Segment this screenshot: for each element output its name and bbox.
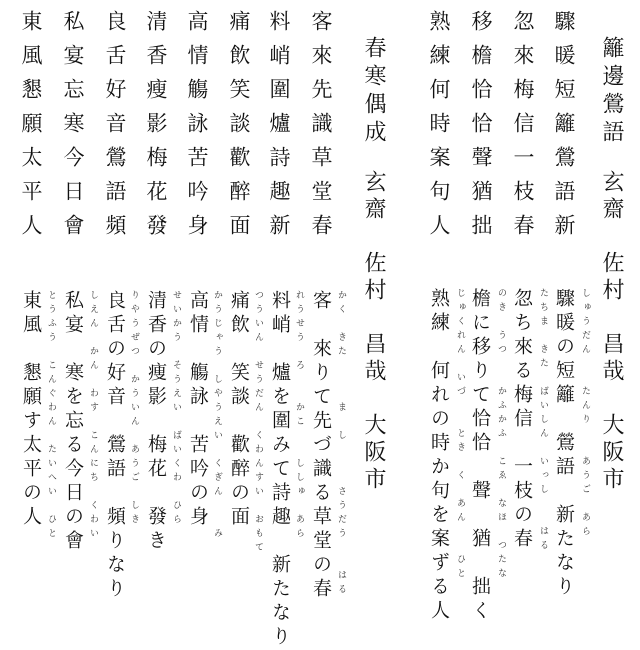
poem1-author: 玄齋 佐村 昌哉 大阪市 <box>599 170 624 494</box>
poem2-ruby-6: りやうぜつ かういん あうご しき <box>129 290 139 528</box>
poem1-kundoku-line-3: 檐に移りて恰恰 聲 猶 拙く <box>469 288 491 624</box>
poem1-kanshi-line-3: 移檐恰恰聲猶拙 <box>469 10 493 248</box>
poem2-ruby-1: かく きた ま し さうだう はる <box>336 290 346 598</box>
poem1-ruby-2: たちま きた ばいしん いっし はる <box>538 288 548 554</box>
poem2-kundoku-line-1: 客 來りて先づ識る草堂の春 <box>310 290 332 602</box>
poem1-kundoku-line-2: 忽ち來る梅信 一枝の春 <box>511 288 533 552</box>
poem1-title: 籬邊鶯語 <box>599 36 624 148</box>
poem2-kanshi-line-7: 私宴忘寒今日會 <box>61 10 85 248</box>
poem1-kanshi-line-1: 驟暖短籬鶯語新 <box>552 10 576 248</box>
poem2-author: 玄齋 佐村 昌哉 大阪市 <box>361 170 386 494</box>
poem2-title: 春寒偶成 <box>361 36 386 148</box>
poem1-kundoku-line-4: 熟練 何れの時か句を案ずる人 <box>428 288 450 624</box>
poem1-kanshi-line-4: 熟練何時案句人 <box>427 10 451 248</box>
poem2-kanshi-line-6: 良舌好音鶯語頻 <box>103 10 127 248</box>
poem2-ruby-3: つういん せうだん くわんすい おもて <box>253 290 263 556</box>
poem2-kanshi-line-4: 高情觴詠苦吟身 <box>185 10 209 248</box>
poem2-kanshi-line-2: 料峭圍爐詩趣新 <box>267 10 291 248</box>
poem2-ruby-7: しえん かん わす こんにち くわい <box>88 290 98 542</box>
poem1-ruby-4: じゅくれん いづ とき く あん ひと <box>455 288 465 582</box>
poem2-kanshi-line-1: 客來先識草堂春 <box>309 10 333 248</box>
poem1-kundoku-line-1: 驟暖の短籬 鶯語 新たなり <box>553 288 575 600</box>
poem1-ruby-3: のき うつ かふかふ こゑ なほ つたな <box>496 288 506 582</box>
poem2-kundoku-line-7: 私宴 寒を忘る今日の會 <box>62 290 84 554</box>
poem2-ruby-5: せいかう そうえい ばいくわ ひら <box>171 290 181 528</box>
poem2-kundoku-line-5: 清香の痩影 梅花 發き <box>145 290 167 554</box>
poem2-kanshi-line-8: 東風懇願太平人 <box>19 10 43 248</box>
poem2-ruby-8: とうふう こんぐわん たいへい ひと <box>46 290 56 542</box>
poem2-kundoku-line-4: 高情 觴詠 苦吟の身 <box>187 290 209 530</box>
poem1-kanshi-line-2: 忽來梅信一枝春 <box>511 10 535 248</box>
poem1-ruby-1: しゅうだん たんり あうご あら <box>580 288 590 540</box>
poem2-kanshi-line-5: 清香瘦影梅花發 <box>144 10 168 248</box>
poem2-kundoku-line-3: 痛飲 笑談 歡醉の面 <box>228 290 250 530</box>
poem2-ruby-2: れうせう ろ かこ ししゅ あら <box>294 290 304 542</box>
poem2-kundoku-line-6: 良舌の好音 鶯語 頻りなり <box>104 290 126 602</box>
poem2-kanshi-line-3: 痛飲笑談歡醉面 <box>227 10 251 248</box>
poem2-kundoku-line-2: 料峭 爐を圍みて詩趣 新たなり <box>269 290 291 650</box>
poem2-kundoku-line-8: 東風 懇願す太平の人 <box>20 290 42 530</box>
poem2-ruby-4: かうじゃう しやうえい くぎん み <box>212 290 222 542</box>
